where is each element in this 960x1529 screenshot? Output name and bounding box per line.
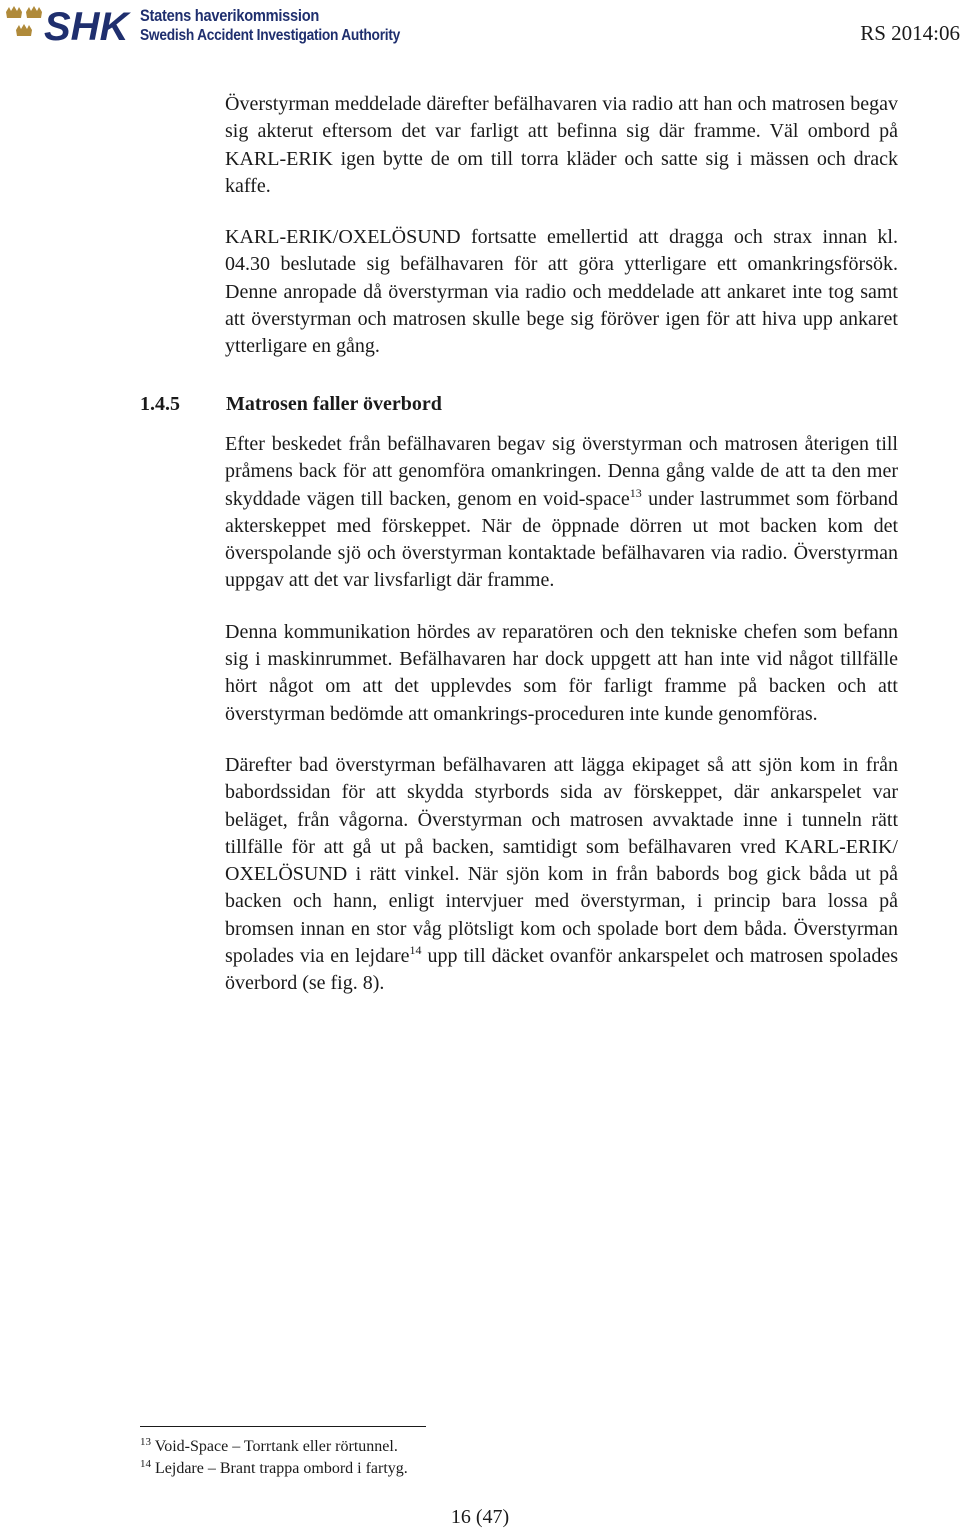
paragraph-text: Därefter bad överstyrman befälhavaren att lägga ekipaget så att sjön kom in från babordssidan för att skydda styrbords sida av förskeppet, där ankarspelet var beläget, från vågorna. Överstyrman och matrosen avvaktade inne i tunneln rätt tillfälle för att gå ut på backen, samtidigt som befälhavaren vred KARL-ERIK/ OXELÖSUND i rätt vinkel. När sjön kom in från babords bog gick båda ut på backen och hann, enligt intervjuer med överstyrman, i princip bara lossa på bromsen innan en stor våg plötsligt kom och spolade bort dem båda. Överstyrman spolades via en lejdare: [225, 753, 898, 968]
three-crowns-icon: [4, 6, 44, 46]
report-id: RS 2014:06: [860, 21, 960, 45]
paragraph: [225, 752, 898, 998]
paragraph: Denna kommunikation hördes av reparatören och den tekniske chefen som befann sig i maskinrummet. Befälhavaren har dock uppgett att han inte vid något tillfälle hört något om att det upplevdes som för farligt framme på backen och att överstyrman bedömde att omankrings-proceduren inte kunde genomföras.: [225, 620, 898, 725]
footnote: [140, 1436, 408, 1458]
section-title: Matrosen faller överbord: [226, 393, 442, 415]
paragraph: Överstyrman meddelade därefter befälhavaren via radio att han och matrosen begav sig akterut eftersom det var farligt att befinna sig där framme. Väl ombord på KARL-ERIK igen bytte de om till torra kläder och satte sig i mässen och drack kaffe.: [225, 93, 898, 197]
footnote-number: 13: [140, 1436, 151, 1448]
logo-text: SHK: [44, 6, 129, 46]
agency-name-swedish: Statens haverikommission: [140, 6, 320, 25]
section-heading: [140, 393, 442, 416]
page-header: [0, 0, 960, 60]
paragraph-text: upp till däcket ovanför ankarspelet och matrosen spolades överbord (se fig. 8).: [225, 945, 898, 995]
footnote-number: 14: [140, 1458, 151, 1470]
body-text: [225, 91, 898, 361]
paragraph: KARL-ERIK/OXELÖSUND fortsatte emellertid att dragga och strax innan kl. 04.30 beslutade sig befälhavaren för att göra ytterligare ett omankringsförsök. Denne anropade då överstyrman via radio och meddelade att ankaret inte tog samt att överstyrman och matrosen skulle bege sig föröver igen för att hiva upp ankaret ytterligare en gång.: [225, 226, 898, 358]
paragraph: [225, 431, 898, 595]
paragraph-text: under lastrummet som förband akterskeppet med förskeppet. När de öppnade dörren ut mot backen kom det överspolande sjö och överstyrman kontaktade befälhavaren via radio. Överstyrman uppgav att det var livsfarligt där framme.: [225, 487, 898, 592]
footnote: [140, 1458, 408, 1480]
footnote-divider: [140, 1426, 426, 1427]
section-body: [225, 431, 898, 998]
footnote-ref: 14: [409, 943, 422, 958]
page-number: 16 (47): [450, 1506, 510, 1528]
footnote-text: Void-Space – Torrtank eller rörtunnel.: [154, 1438, 398, 1455]
paragraph-text: Efter beskedet från befälhavaren begav sig överstyrman och matrosen återigen till pråmens back för att genomföra omankringen. Denna gång valde de att ta den mer skyddade vägen till backen, genom en void-space: [225, 433, 898, 510]
footnote-ref: 13: [629, 485, 642, 500]
agency-name-english: Swedish Accident Investigation Authority: [140, 27, 401, 44]
section-number: 1.4.5: [140, 393, 180, 415]
shk-logo-icon: [44, 6, 136, 46]
agency-name: [140, 6, 442, 46]
footnotes: [140, 1436, 408, 1480]
footnote-text: Lejdare – Brant trappa ombord i fartyg.: [155, 1460, 408, 1477]
